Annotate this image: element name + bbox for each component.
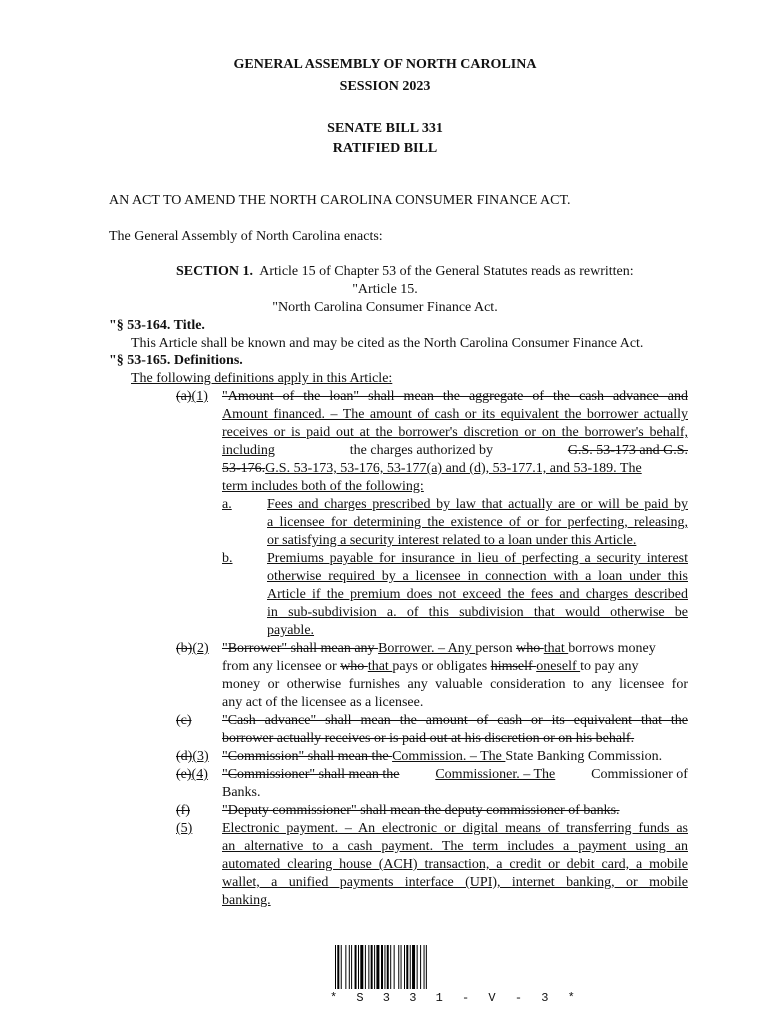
item-1-sub-a-line-1: Fees and charges prescribed by law that actually are or will be paid by bbox=[267, 497, 688, 512]
item-1-line-5: 53-176.G.S. 53-173, 53-176, 53-177(a) and (d), 53-177.1, and 53-189. The bbox=[222, 461, 642, 476]
item-1-line-1: "Amount of the loan" shall mean the aggregate of the cash advance and bbox=[222, 389, 688, 404]
item-4-number: (e)(4) bbox=[176, 767, 208, 782]
bill-number: SENATE BILL 331 bbox=[327, 121, 443, 136]
item-1-line-4: including the charges authorized by G.S. 53-173 and G.S. bbox=[222, 443, 688, 458]
item-1-sub-b-line-1: Premiums payable for insurance in lieu of perfecting a security interest bbox=[267, 551, 688, 566]
section-53-164-heading: "§ 53-164. Title. bbox=[109, 318, 205, 333]
section-label: SECTION 1. bbox=[176, 264, 254, 279]
bill-status: RATIFIED BILL bbox=[332, 141, 438, 156]
item-5-line-1: Electronic payment. – An electronic or digital means of transferring funds as bbox=[222, 821, 688, 836]
barcode-image bbox=[335, 945, 467, 989]
item-c-number: (c) bbox=[176, 713, 192, 728]
item-1-line-2: Amount financed. – The amount of cash or its equivalent the borrower actually bbox=[222, 407, 688, 422]
item-1-sub-a-line-3: or satisfying a security interest related to a loan under this Article. bbox=[267, 533, 637, 548]
item-c-line-2: borrower actually receives or is paid out at his discretion or on his behalf. bbox=[222, 731, 635, 746]
item-1-sub-b-line-4: in sub-subdivision a. of this subdivision that would otherwise be bbox=[267, 605, 688, 620]
item-1-sub-a-line-2: a licensee for determining the existence of or for perfecting, releasing, bbox=[267, 515, 688, 530]
article-number: "Article 15. bbox=[352, 282, 418, 297]
item-1-number: (a)(1) bbox=[176, 389, 208, 404]
section-53-165-heading: "§ 53-165. Definitions. bbox=[109, 353, 243, 368]
item-1-line-6: term includes both of the following: bbox=[222, 479, 424, 494]
item-3-line-1: "Commission" shall mean the Commission. – The State Banking Commission. bbox=[222, 749, 663, 764]
item-5-line-2: an alternative to a cash payment. The term includes a payment using an bbox=[222, 839, 688, 854]
section-text: Article 15 of Chapter 53 of the General Statutes reads as rewritten: bbox=[259, 264, 634, 279]
item-c-line-1: "Cash advance" shall mean the amount of cash or its equivalent that the bbox=[222, 713, 688, 728]
item-f-number: (f) bbox=[176, 803, 190, 818]
item-1-sub-b-line-3: Article if the premium does not exceed the fees and charges described bbox=[267, 587, 688, 602]
item-4-line-2: Banks. bbox=[222, 785, 261, 800]
item-5-line-4: wallet, a unified payments interface (UPI), internet banking, or mobile bbox=[222, 875, 688, 890]
assembly-title: GENERAL ASSEMBLY OF NORTH CAROLINA bbox=[233, 57, 537, 72]
act-title: AN ACT TO AMEND THE NORTH CAROLINA CONSUMER FINANCE ACT. bbox=[109, 193, 571, 208]
item-5-number: (5) bbox=[176, 821, 193, 836]
session-title: SESSION 2023 bbox=[339, 79, 431, 94]
item-2-line-2: from any licensee or who that pays or obligates himself oneself to pay any bbox=[222, 659, 639, 674]
item-4-line-1: "Commissioner" shall mean the Commissioner. – The Commissioner of bbox=[222, 767, 688, 782]
article-name: "North Carolina Consumer Finance Act. bbox=[272, 300, 498, 315]
definitions-intro: The following definitions apply in this Article: bbox=[131, 371, 393, 386]
item-2-line-3: money or otherwise furnishes any valuable consideration to any licensee for bbox=[222, 677, 688, 692]
barcode-caption: * S 3 3 1 - V - 3 * bbox=[330, 991, 581, 1005]
item-2-line-1: "Borrower" shall mean any Borrower. – Any person who that borrows money bbox=[222, 641, 656, 656]
section-53-164-text: This Article shall be known and may be cited as the North Carolina Consumer Finance Act. bbox=[131, 336, 644, 351]
item-5-line-3: automated clearing house (ACH) transaction, a credit or debit card, a mobile bbox=[222, 857, 688, 872]
item-f-line-1: "Deputy commissioner" shall mean the deputy commissioner of banks. bbox=[222, 803, 620, 818]
item-1-sub-b-label: b. bbox=[222, 551, 233, 566]
item-5-line-5: banking. bbox=[222, 893, 271, 908]
item-1-sub-a-label: a. bbox=[222, 497, 232, 512]
item-1-sub-b-line-2: otherwise required by a licensee in connection with a loan under this bbox=[267, 569, 688, 584]
item-3-number: (d)(3) bbox=[176, 749, 209, 764]
section-1 bbox=[176, 263, 634, 281]
item-1-sub-b-line-5: payable. bbox=[267, 623, 315, 638]
item-2-line-4: any act of the licensee as a licensee. bbox=[222, 695, 424, 710]
item-1-line-3: receives or is paid out at the borrower's discretion or on the borrower's behalf, bbox=[222, 425, 688, 440]
item-2-number: (b)(2) bbox=[176, 641, 209, 656]
enacting-clause: The General Assembly of North Carolina enacts: bbox=[109, 229, 383, 244]
